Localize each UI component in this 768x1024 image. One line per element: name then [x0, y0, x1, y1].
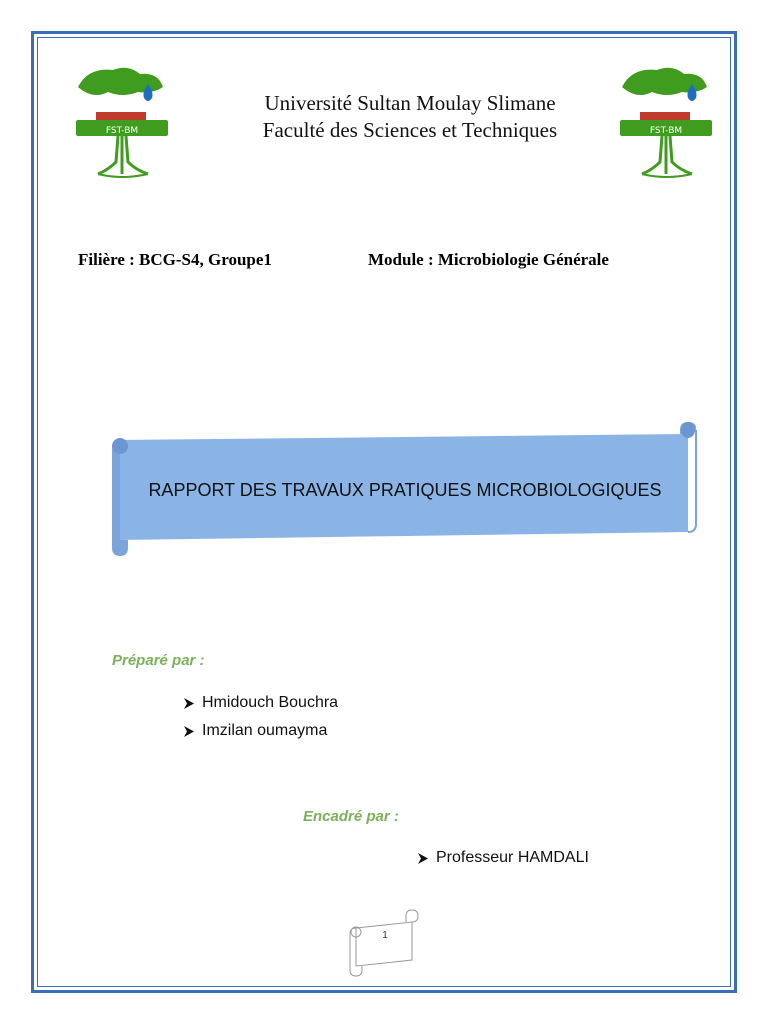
university-header — [200, 90, 620, 144]
page-number: 1 — [382, 930, 388, 941]
university-logo-left — [68, 62, 178, 187]
page-number-scroll-icon — [344, 908, 422, 978]
university-name: Université Sultan Moulay Slimane — [264, 91, 556, 115]
arrow-bullet-icon — [184, 726, 194, 737]
student-name: Hmidouch Bouchra — [202, 694, 339, 711]
list-item — [418, 849, 589, 867]
university-logo-right — [612, 62, 722, 187]
arrow-bullet-icon — [184, 698, 194, 709]
list-item — [184, 722, 327, 740]
filiere-line: Filière : BCG-S4, Groupe1 — [78, 250, 272, 269]
prepared-by-label: Préparé par : — [112, 652, 205, 669]
supervised-by-label: Encadré par : — [303, 808, 399, 825]
student-name: Imzilan oumayma — [202, 722, 328, 739]
svg-text:FST-BM: FST-BM — [105, 126, 139, 136]
arrow-bullet-icon — [418, 853, 428, 864]
svg-text:FST-BM: FST-BM — [649, 126, 683, 136]
faculty-name: Faculté des Sciences et Techniques — [262, 118, 558, 142]
supervisor-name: Professeur HAMDALI — [436, 849, 589, 866]
report-title: RAPPORT DES TRAVAUX PRATIQUES MICROBIOLOGIQUES — [148, 480, 662, 500]
list-item — [184, 694, 338, 712]
module-line: Module : Microbiologie Générale — [368, 250, 609, 269]
